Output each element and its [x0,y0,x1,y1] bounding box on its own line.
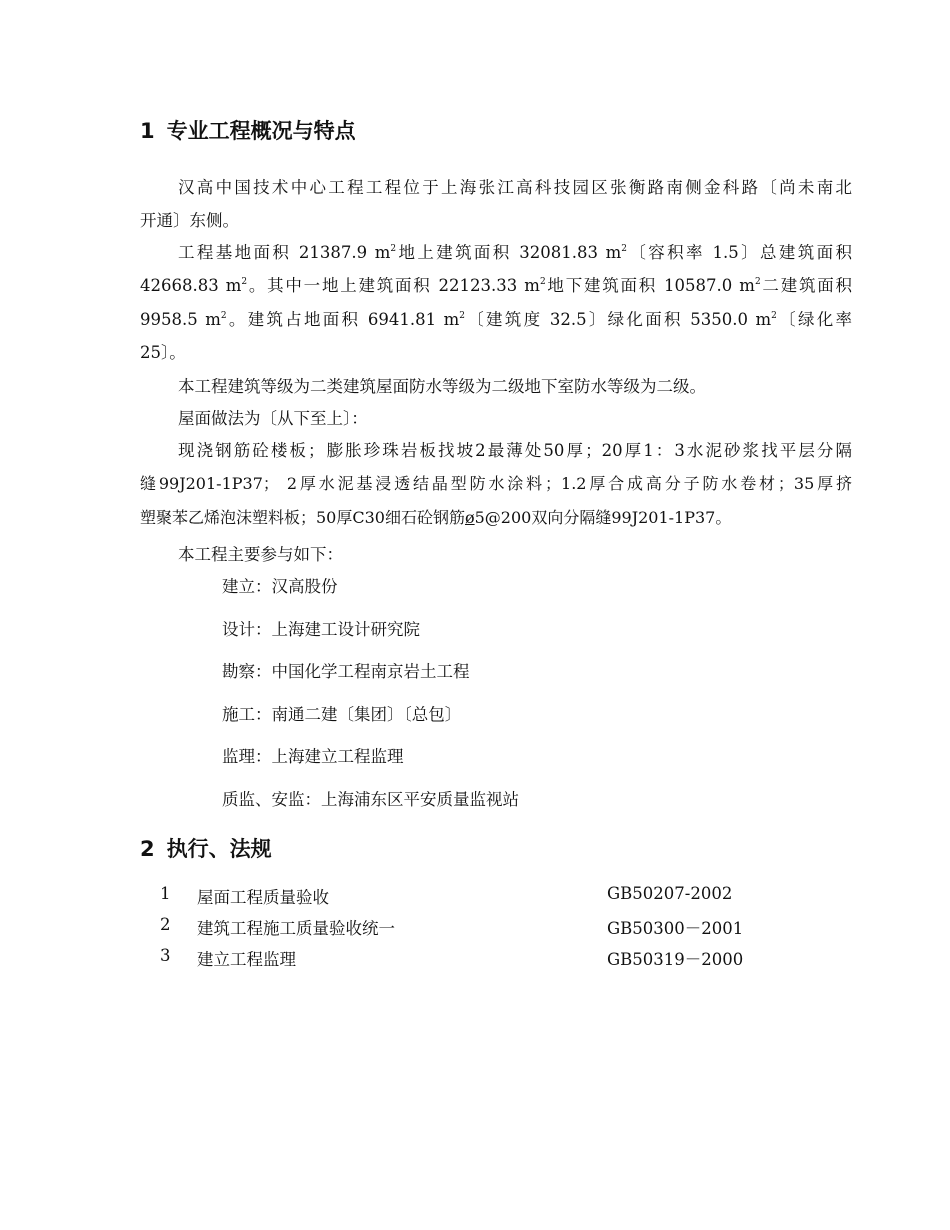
section-1-number: 1 [140,119,155,143]
standard-number: 2 [160,915,171,934]
area-line-1: 工程基地面积 21387.9 $m^2$地上建筑面积 32081.83 $m^2$〔容积率 1.5〕总建筑面积 [178,243,852,262]
roof-title: 屋面做法为〔从下至上〕： [178,409,368,428]
party-owner: 建立：汉高股份 [222,577,338,596]
standard-name: 屋面工程质量验收 [197,888,329,907]
standard-code: GB50300－2001 [607,919,744,938]
intro-line-1: 汉高中国技术中心工程工程位于上海张江高科技园区张衡路南侧金科路〔尚未南北 [178,178,852,197]
parties-intro: 本工程主要参与如下： [178,545,343,564]
intro-line-2: 开通〕东侧。 [140,211,239,230]
area-line-4: 25〕。 [140,343,186,362]
party-quality-safety: 质监、安监：上海浦东区平安质量监视站 [222,790,519,809]
roof-line-2: 缝99J201-1P37； 2厚水泥基浸透结晶型防水涂料；1.2厚合成高分子防水卷材；35厚挤 [140,474,852,493]
party-design: 设计：上海建工设计研究院 [222,620,420,639]
section-2-heading [140,833,272,863]
standard-code: GB50207-2002 [607,884,733,903]
roof-line-3: 塑聚苯乙烯泡沫塑料板；50厚C30细石砼钢筋ø5@200双向分隔缝99J201-1P37。 [140,508,732,527]
section-2-title: 执行、法规 [166,837,272,861]
standard-row [160,884,800,906]
standard-code: GB50319－2000 [607,950,744,969]
area-line-3: 9958.5 $m^2$。建筑占地面积 6941.81 $m^2$〔建筑度 32.5〕绿化面积 5350.0 $m^2$〔绿化率 [140,310,853,329]
party-construction: 施工：南通二建〔集团〕〔总包〕 [222,705,462,724]
standard-row [160,915,800,937]
party-survey: 勘察：中国化学工程南京岩土工程 [222,662,470,681]
party-supervision: 监理：上海建立工程监理 [222,747,404,766]
standard-name: 建筑工程施工质量验收统一 [197,919,395,938]
standard-number: 1 [160,884,171,903]
roof-line-1: 现浇钢筋砼楼板；膨胀珍珠岩板找坡2最薄处50厚；20厚1：3水泥砂浆找平层分隔 [178,441,852,460]
section-1-heading [140,115,356,145]
standard-number: 3 [160,946,171,965]
section-2-number: 2 [140,837,155,861]
standard-row [160,946,800,968]
diameter-symbol: ø [464,508,475,527]
area-line-2: 42668.83 $m^2$。其中一地上建筑面积 22123.33 $m^2$地下建筑面积 10587.0 $m^2$二建筑面积 [140,276,852,295]
grade-paragraph: 本工程建筑等级为二类建筑屋面防水等级为二级地下室防水等级为二级。 [178,377,706,396]
section-1-title: 专业工程概况与特点 [166,119,356,143]
standard-name: 建立工程监理 [197,950,296,969]
